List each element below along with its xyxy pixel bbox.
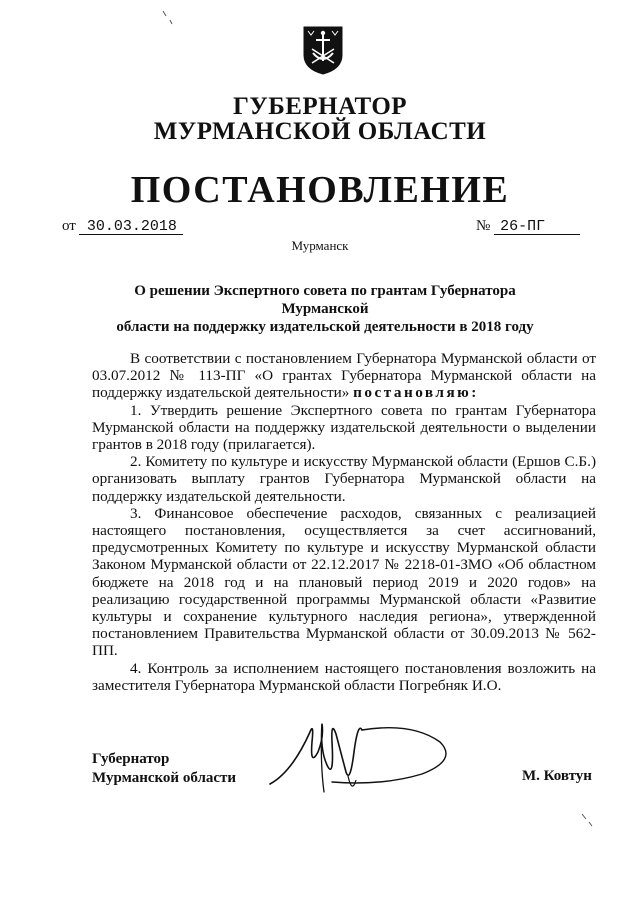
document-type: ПОСТАНОВЛЕНИЕ xyxy=(130,169,510,211)
intro-text: В соответствии с постановлением Губернатора Мурманской области от 03.07.2012 № 113-ПГ «О грантах Губернатора Мурманской области на поддержку издательской деятельности» xyxy=(92,350,596,402)
subject-line2: области на поддержку издательской деятельности в 2018 году xyxy=(116,319,534,335)
number-value: 26-ПГ xyxy=(494,220,580,235)
signatory-position xyxy=(92,750,236,788)
document-subject xyxy=(95,282,555,336)
date-value: 30.03.2018 xyxy=(79,220,183,235)
scan-mark-icon xyxy=(160,8,180,28)
issuer-title-line1: ГУБЕРНАТОР xyxy=(232,93,408,120)
subject-line1: О решении Экспертного совета по грантам Губернатора Мурманской xyxy=(134,283,516,317)
signatory-name: М. Ковтун xyxy=(522,768,592,784)
position-line1: Губернатор xyxy=(92,751,170,767)
date-prefix: от xyxy=(62,218,76,234)
item-2: 2. Комитету по культуре и искусству Мурманской области (Ершов С.Б.) организовать выплату грантов Губернатора Мурманской области на поддержку издательской деятельности. xyxy=(92,453,596,505)
handwritten-signature xyxy=(262,712,462,802)
document-number xyxy=(476,218,580,235)
decree-word: постановляю: xyxy=(353,384,479,402)
scan-mark-icon xyxy=(578,810,598,830)
item-1: 1. Утвердить решение Экспертного совета по грантам Губернатора Мурманской области на поддержку издательской деятельности о выделении грантов в 2018 году (прилагается). xyxy=(92,401,596,454)
issuer-title-line2: МУРМАНСКОЙ ОБЛАСТИ xyxy=(153,118,487,145)
item-3: 3. Финансовое обеспечение расходов, связанных с реализацией настоящего постановления, осуществляется за счет ассигнований, предусмотренных Комитету по культуре и искусству Мурманской области Законом Мурманской области от 22.12.2017 № 2218-01-ЗМО «Об областном бюджете на 2018 год и на плановый период 2019 и 2020 годов» на реализацию государственной программы Мурманской области «Развитие культуры и сохранение культурного наследия региона», утвержденной постановлением Правительства Мурманской области от 30.09.2013 № 562-ПП. xyxy=(92,504,596,660)
coat-of-arms-icon xyxy=(302,25,344,75)
city: Мурманск xyxy=(291,238,349,253)
number-prefix: № xyxy=(476,218,491,234)
position-line2: Мурманской области xyxy=(92,770,237,786)
document-date xyxy=(62,218,183,235)
intro-paragraph xyxy=(92,350,596,402)
document-body xyxy=(92,350,596,694)
item-4: 4. Контроль за исполнением настоящего постановления возложить на заместителя Губернатора Мурманской области Погребняк И.О. xyxy=(92,659,596,694)
